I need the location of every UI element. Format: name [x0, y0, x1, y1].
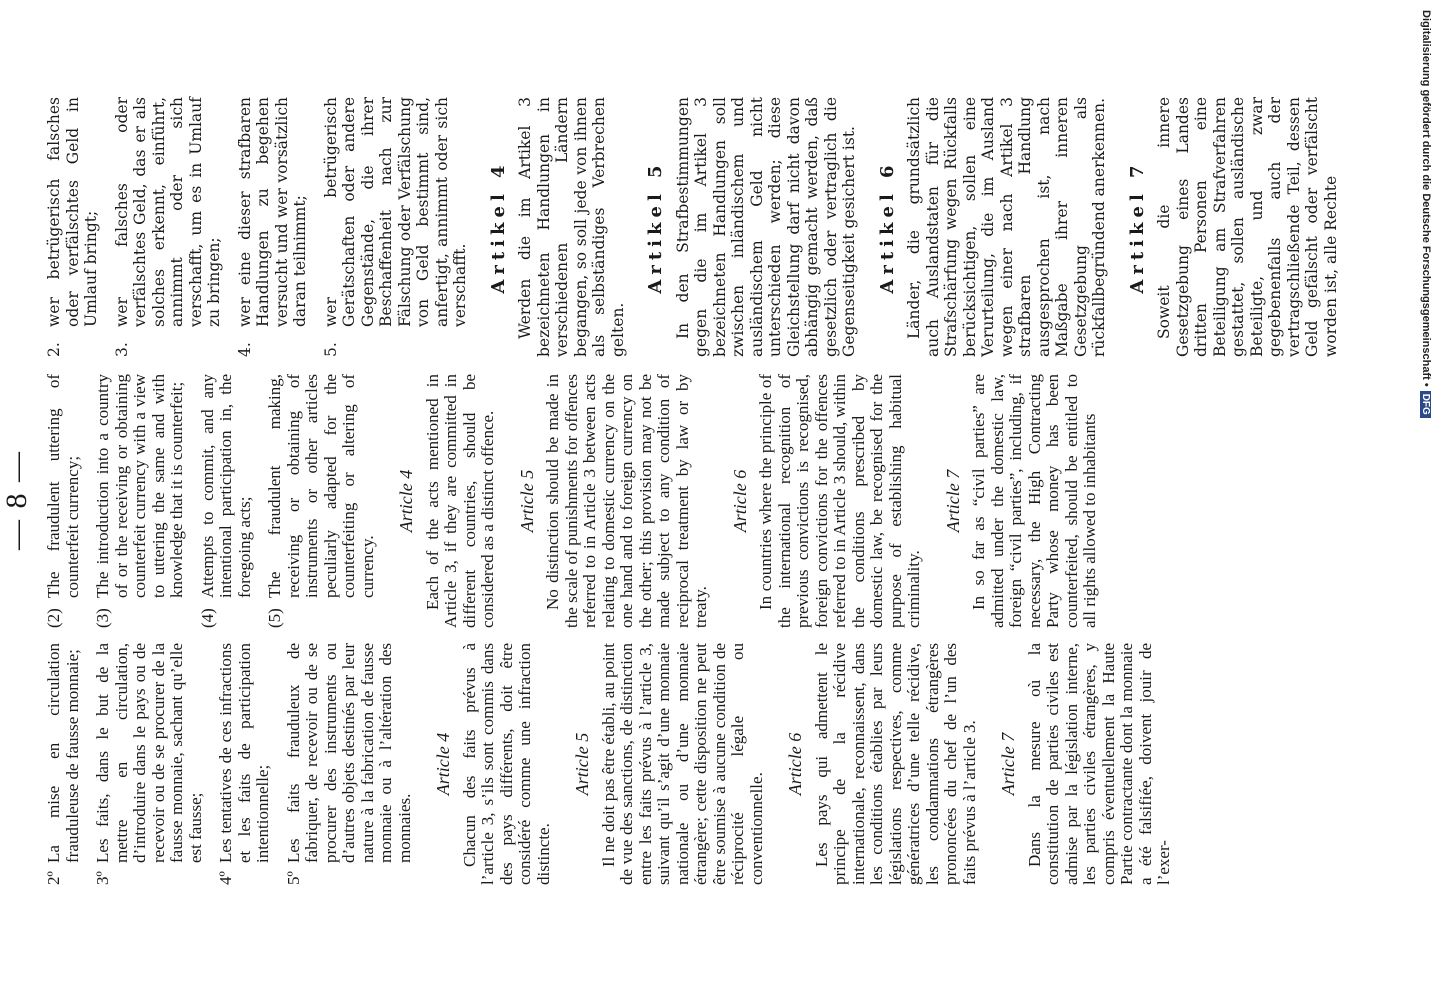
en-item-text: The introduction into a country of or the receiving or obtaining counterfeit currency with a view to uttering the same and with knowledge that it is counterfeit; [93, 374, 186, 598]
de-article-5-heading: Artikel 5 [645, 160, 666, 294]
fr-item-3 [94, 643, 205, 885]
fr-article-6-heading: Article 6 [785, 732, 805, 796]
de-article-6-text: Länder, die grundsätzlich auch Auslandstaten für die Strafschärfung wegen Rückfalls berücksichtigen, sollen eine Verurteilung, die im Ausland wegen einer nach Artikel 3 strafbaren Handlung ausgesprochen ist, nach Maßgabe ihrer inneren Gesetzgebung als rückfallbegründend anerkennen. [905, 97, 1108, 357]
de-article-4-text: Werden die im Artikel 3 bezeichneten Handlungen in verschiedenen Ländern begangen, so soll jede von ihnen als selbständiges Verbrechen gelten. [516, 97, 627, 357]
fr-item-text: Les tentatives de ces infractions et les faits de participation intentionnelle; [216, 643, 272, 863]
de-article-6-heading: Artikel 6 [876, 160, 898, 294]
en-item-number: (3) [93, 608, 112, 628]
en-item-text: Attempts to commit, and any intentional participation in, the foregoing acts; [197, 374, 254, 598]
fr-article-4-text: Chacun des faits prévus à l’article 3, s’ils sont commis dans des pays différents, doit être considéré comme une infraction distincte. [459, 643, 553, 885]
de-item-text: wer betrügerisch Gerätschaften oder andere Gegenstände, die ihrer Beschaffenheit nach zur Fälschung oder Verfälschung von Geld bestimmt sind, anfertigt, annimmt oder sich verschafft. [321, 97, 469, 327]
fr-item-number: 4º [216, 871, 235, 885]
de-item-3 [113, 97, 224, 357]
de-item-text: wer falsches oder verfälschtes Geld, das er als solches erkennt, einführt, annimmt oder sich verschafft, um es in Umlauf zu bringen; [112, 97, 223, 327]
de-item-4 [236, 97, 310, 357]
en-item-3 [94, 374, 187, 628]
de-item-2 [45, 97, 101, 357]
de-item-5 [322, 97, 470, 357]
en-item-4 [199, 374, 255, 628]
en-article-7-text: In so far as “civil parties” are admitted under the domestic law, foreign “civil parties”, including, if necessary, the High Contracting Party whose money has been counterfeited, should be entitled to all rights allowed to inhabitants [969, 374, 1099, 628]
page-number: — 8 — [0, 450, 33, 550]
fr-item-5 [285, 643, 415, 885]
en-article-5-text: No distinction should be made in the scale of punishments for offences referred to in Article 3 between acts relating to domestic currency on the one hand and to foreign currency on the other; this provision may not be made subject to any condition of reciprocal treatment by law or by treaty. [543, 374, 710, 628]
fr-article-5-heading: Article 5 [572, 732, 592, 796]
de-item-text: wer eine dieser strafbaren Handlungen zu begehen versucht und wer vorsätzlich daran teilnimmt; [235, 97, 309, 327]
fr-item-number: 3º [93, 871, 112, 885]
digitization-credit-text [1420, 10, 1432, 418]
dfg-logo-badge: DFG [1420, 391, 1431, 418]
fr-article-5-text: Il ne doit pas être établi, au point de vue des sanctions, de distinction entre les faits prévus à l’article 3, suivant qu’il s’agit d’une monnaie nationale ou d’une monnaie étrangère; cette disposition ne peut être soumise à aucune condition de réciprocité légale ou conventionnelle. [598, 643, 766, 885]
fr-item-number: 2º [44, 871, 63, 885]
de-article-7-heading: Artikel 7 [1126, 160, 1148, 294]
fr-article-7-heading: Article 7 [998, 732, 1018, 796]
fr-item-text: La mise en circulation frauduleuse de fausse monnaie; [44, 643, 82, 863]
fr-item-text: Les faits frauduleux de fabriquer, de recevoir ou de se procurer des instruments ou d’autres objets destinés par leur nature à la fabrication de fausse monnaie ou à l’altération des monnaies. [283, 643, 414, 863]
de-article-7-text: Soweit die innere Gesetzgebung eines Landes dritten Personen eine Beteiligung am Strafverfahren gestattet, sollen ausländische Beteiligte, und zwar gegebenenfalls auch der vertragschließende Teil, dessen Geld gefälscht oder verfälscht worden ist, alle Rechte [1155, 97, 1340, 357]
de-article-4-heading: Artikel 4 [487, 160, 509, 294]
de-item-number: 3. [112, 342, 131, 357]
fr-article-7-text: Dans la mesure où la constitution de parties civiles est admise par la législation interne, les parties civiles étrangères, y compris éventuellement la Haute Partie contractante dont la monnaie a été falsifiée, doivent jouir de l’exer- [1024, 643, 1173, 885]
de-article-5-text: In den Strafbestimmungen gegen die im Artikel 3 bezeichneten Handlungen soll zwischen inländischem und ausländischem Geld nicht unterschieden werden; diese Gleichstellung darf nicht davon abhängig gemacht werden, daß gesetzlich oder vertraglich die Gegenseitigkeit gesichert ist. [673, 97, 858, 357]
en-article-6-heading: Article 6 [729, 469, 750, 533]
de-item-text: wer betrügerisch falsches oder verfälschtes Geld in Umlauf bringt; [45, 97, 100, 327]
en-item-number: (4) [197, 608, 217, 628]
fr-item-text: Les faits, dans le but de la mettre en circulation, d’introduire dans le pays ou de recevoir ou de se procurer de la fausse monnaie, sachant qu’elle est fausse; [93, 643, 205, 863]
fr-item-4 [217, 643, 273, 885]
en-item-number: (2) [44, 608, 63, 628]
fr-item-2 [45, 643, 82, 885]
en-article-7-heading: Article 7 [942, 469, 963, 533]
en-item-number: (5) [265, 608, 284, 628]
en-article-6-text: In countries where the principle of the international recognition of previous convictions is recognised, foreign convictions for the offences referred to in Article 3 should, within the conditions prescribed by domestic law, be recognised for the purpose of establishing habitual criminality. [756, 374, 923, 628]
fr-article-6-text: Les pays qui admettent le principe de la récidive internationale, reconnaissent, dans les conditions établies par leurs législations respectives, comme génératrices d’une telle récidive, les condamnations étrangères prononcées du chef de l’un des faits prévus à l’article 3. [811, 643, 979, 885]
en-item-text: The fraudulent uttering of counterfeit currency; [44, 374, 82, 598]
digitization-credit [1408, 10, 1432, 780]
fr-article-4-heading: Article 4 [433, 732, 453, 796]
fr-item-number: 5º [283, 871, 303, 885]
en-item-5 [266, 374, 377, 628]
en-article-4-text: Each of the acts mentioned in Article 3, if they are committed in different countries, should be considered as a distinct offence. [422, 374, 497, 628]
french-column [45, 643, 1174, 885]
de-item-number: 4. [235, 342, 254, 357]
german-column [45, 97, 1340, 357]
english-column [45, 374, 1100, 628]
de-item-number: 2. [45, 342, 63, 357]
en-article-5-heading: Article 5 [516, 469, 537, 533]
de-item-number: 5. [321, 342, 340, 357]
en-article-4-heading: Article 4 [396, 469, 416, 533]
credit-label: Digitalisierung gefördert durch die Deutsche Forschungsgemeinschaft • [1420, 10, 1432, 387]
en-item-2 [45, 374, 82, 628]
en-item-text: The fraudulent making, receiving or obtaining of instruments or other articles peculiarly adapted for the counterfeiting or altering of currency. [265, 374, 377, 598]
